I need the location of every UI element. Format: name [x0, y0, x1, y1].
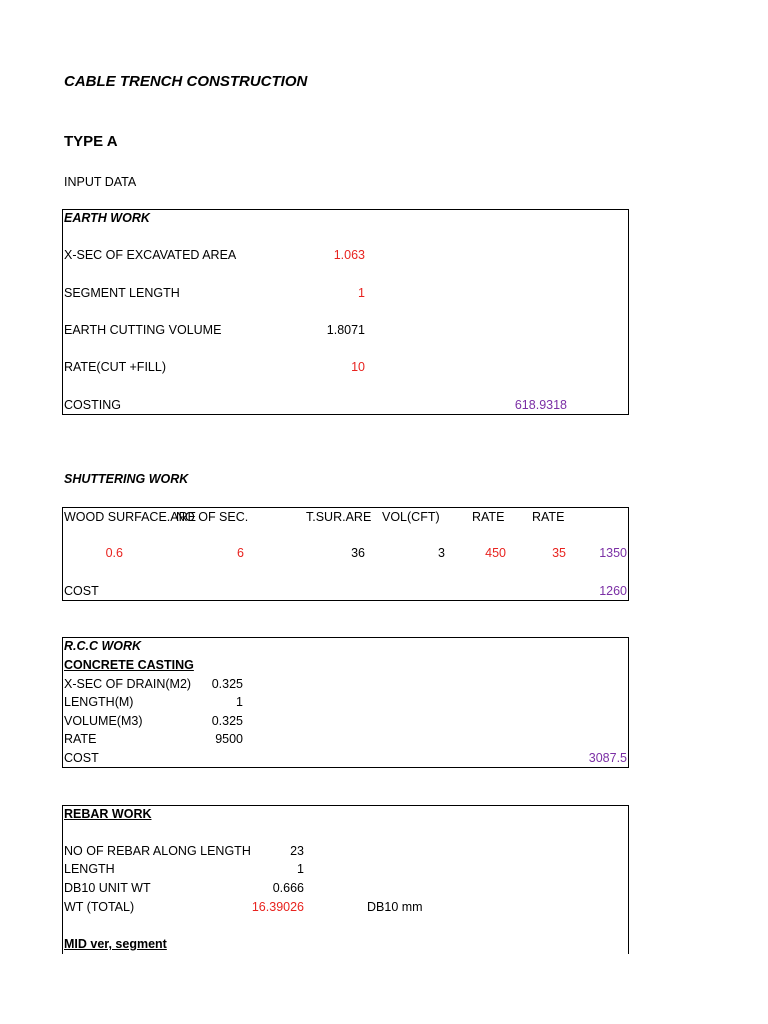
rcc-cost-value: 3087.5 [588, 751, 627, 765]
rcc-row-label: RATE [64, 732, 97, 746]
rebar-row-label: NO OF REBAR ALONG LENGTH [64, 844, 251, 858]
earth-row-value: 1.8071 [326, 323, 365, 337]
rcc-row-label: LENGTH(M) [64, 695, 134, 709]
shuttering-col-header: VOL(CFT) [382, 510, 440, 524]
earth-work-header: EARTH WORK [64, 211, 150, 225]
rebar-section [62, 805, 629, 954]
rcc-row-label: VOLUME(M3) [64, 714, 143, 728]
earth-work-section [62, 209, 629, 415]
rcc-row-value: 0.325 [211, 714, 243, 728]
rebar-row-value: 1 [297, 862, 304, 876]
shuttering-value: 3 [438, 546, 445, 560]
rcc-row-value: 9500 [215, 732, 243, 746]
shuttering-cost-value: 1260 [599, 584, 627, 598]
shuttering-value: 1350 [599, 546, 627, 560]
rcc-header: R.C.C WORK [64, 639, 142, 653]
earth-row-label: EARTH CUTTING VOLUME [64, 323, 222, 337]
shuttering-col-header: WOOD SURFACE.ARE [64, 510, 196, 524]
costing-value: 618.9318 [514, 398, 567, 412]
shuttering-cost-label: COST [64, 584, 99, 598]
type-heading: TYPE A [64, 133, 118, 150]
shuttering-value: 450 [485, 546, 506, 560]
earth-row-label: X-SEC OF EXCAVATED AREA [64, 248, 237, 262]
input-data-label: INPUT DATA [64, 175, 137, 189]
rcc-row-value: 1 [236, 695, 243, 709]
rebar-row-label: WT (TOTAL) [64, 900, 135, 914]
shuttering-value: 35 [552, 546, 566, 560]
rebar-unit-note: DB10 mm [367, 900, 423, 914]
shuttering-col-header: NO OF SEC. [176, 510, 249, 524]
earth-row-label: RATE(CUT +FILL) [64, 360, 166, 374]
page-title: CABLE TRENCH CONSTRUCTION [64, 73, 308, 90]
rebar-row-value: 16.39026 [251, 900, 304, 914]
rcc-row-label: X-SEC OF DRAIN(M2) [64, 677, 192, 691]
rebar-row-label: DB10 UNIT WT [64, 881, 151, 895]
shuttering-value: 0.6 [105, 546, 123, 560]
rebar-row-value: 23 [290, 844, 304, 858]
earth-row-value: 10 [351, 360, 365, 374]
earth-row-label: SEGMENT LENGTH [64, 286, 180, 300]
earth-row-value: 1.063 [333, 248, 365, 262]
shuttering-heading: SHUTTERING WORK [64, 472, 189, 486]
rebar-row-label: LENGTH [64, 862, 115, 876]
mid-segment-label: MID ver, segment [64, 937, 167, 951]
rcc-cost-label: COST [64, 751, 99, 765]
shuttering-col-header: T.SUR.ARE [306, 510, 372, 524]
shuttering-col-header: RATE [532, 510, 565, 524]
costing-label: COSTING [64, 398, 121, 412]
shuttering-value: 6 [237, 546, 244, 560]
earth-row-value: 1 [358, 286, 365, 300]
shuttering-value: 36 [351, 546, 365, 560]
rebar-header: REBAR WORK [64, 807, 152, 821]
rebar-row-value: 0.666 [272, 881, 304, 895]
concrete-casting-header: CONCRETE CASTING [64, 658, 194, 672]
shuttering-col-header: RATE [472, 510, 505, 524]
rcc-section [62, 637, 629, 768]
rcc-row-value: 0.325 [211, 677, 243, 691]
